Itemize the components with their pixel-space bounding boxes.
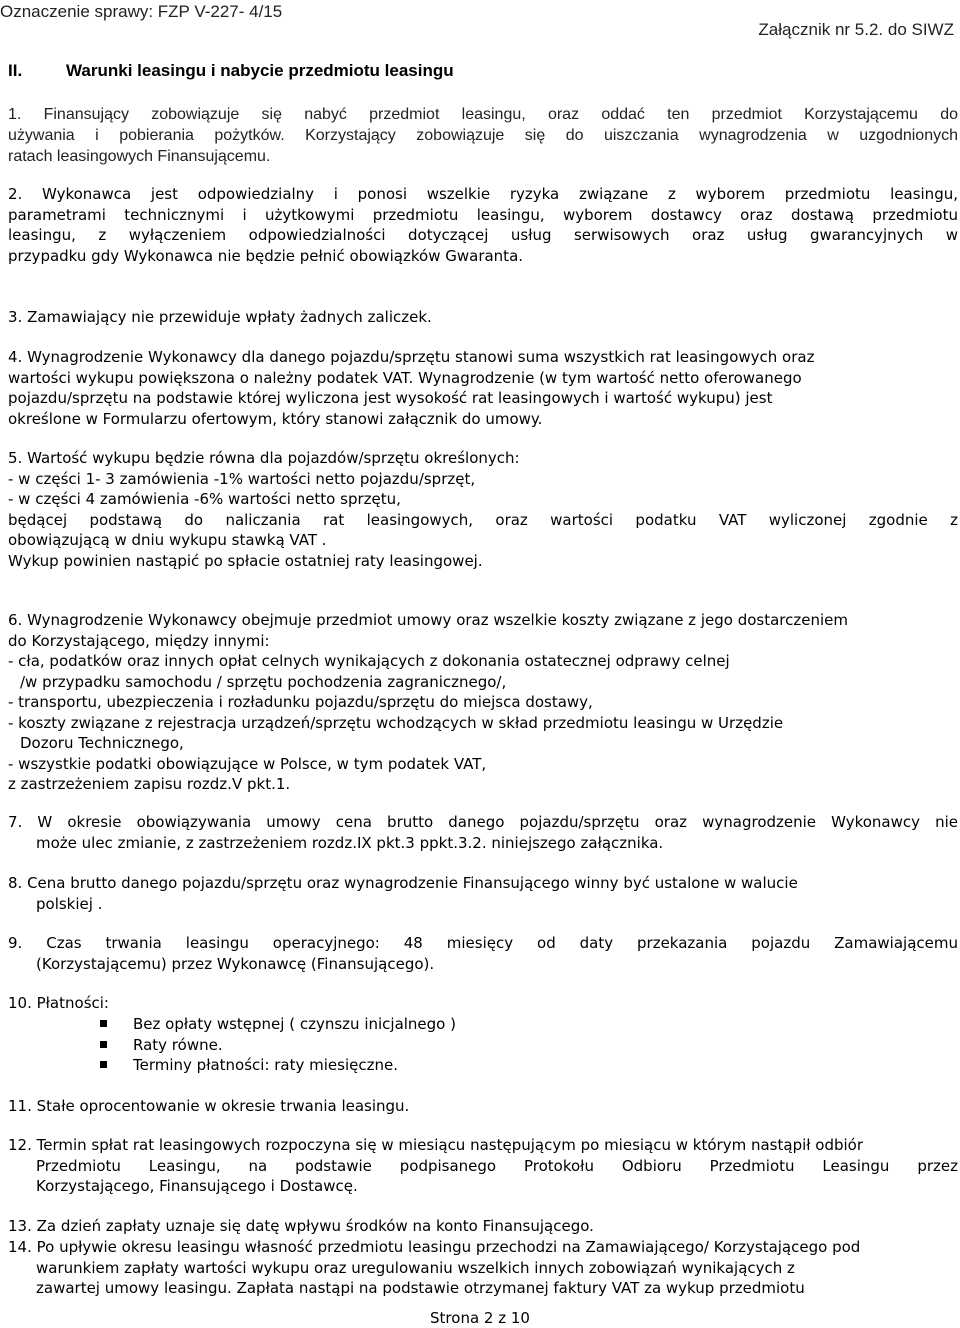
paragraph-3 <box>8 307 958 328</box>
text-line: /w przypadku samochodu / sprzętu pochodzenia zagranicznego/, <box>20 672 507 691</box>
text-line: 5. Wartość wykupu będzie równa dla pojazdów/sprzętu określonych: <box>8 449 520 467</box>
paragraph-6 <box>8 610 958 795</box>
text-line: 14. Po upływie okresu leasingu własność przedmiotu leasingu przechodzi na Zamawiającego/ Korzystającego pod <box>8 1238 861 1256</box>
text-line: 3. Zamawiający nie przewiduje wpłaty żadnych zaliczek. <box>8 308 432 326</box>
text-line: będącej podstawą do naliczania rat leasingowych, oraz wartości podatku VAT wyliczonej zgodnie z <box>8 510 958 529</box>
text-line: 13. Za dzień zapłaty uznaje się datę wpływu środków na konto Finansującego. <box>8 1217 594 1235</box>
text-line: 2. Wykonawca jest odpowiedzialny i ponosi wszelkie ryzyka związane z wyborem przedmiotu leasingu, <box>8 185 958 203</box>
text-line: do Korzystającego, między innymi: <box>8 631 270 650</box>
paragraph-2 <box>8 184 958 266</box>
attachment-label: Załącznik nr 5.2. do SIWZ <box>758 20 954 39</box>
text-line: Korzystającego, Finansującego i Dostawcę. <box>36 1177 358 1195</box>
paragraph-5 <box>8 448 958 571</box>
text-line: - koszty związane z rejestracja urządzeń/sprzętu wchodzących w skład przedmiotu leasingu w Urzędzie <box>8 713 784 732</box>
paragraph-13 <box>8 1216 958 1237</box>
section-title: Warunki leasingu i nabycie przedmiotu leasingu <box>66 61 454 80</box>
text-line: Przedmiotu Leasingu, na podstawie podpisanego Protokołu Odbioru Przedmiotu Leasingu przez <box>36 1156 958 1175</box>
section-number: II. <box>8 61 23 80</box>
bullet-square-icon <box>100 1020 107 1027</box>
text-line: 11. Stałe oprocentowanie w okresie trwania leasingu. <box>8 1097 410 1115</box>
text-line: - w części 4 zamówienia -6% wartości netto sprzętu, <box>8 490 401 508</box>
list-item-text: Raty równe. <box>133 1035 223 1054</box>
paragraph-12 <box>8 1135 958 1197</box>
text-line: 4. Wynagrodzenie Wykonawcy dla danego pojazdu/sprzętu stanowi suma wszystkich rat leasingowych oraz <box>8 348 815 366</box>
text-line: obowiązującą w dniu wykupu stawką VAT . <box>8 531 327 549</box>
paragraph-11 <box>8 1096 958 1117</box>
text-line: - transportu, ubezpieczenia i rozładunku pojazdu/sprzętu do miejsca dostawy, <box>8 693 593 711</box>
paragraph-1 <box>8 104 958 167</box>
list-item-text: Terminy płatności: raty miesięczne. <box>133 1056 398 1074</box>
page-number: Strona 2 z 10 <box>430 1309 530 1327</box>
text-line: warunkiem zapłaty wartości wykupu oraz uregulowaniu wszelkich innych zobowiązań wynikających z <box>36 1258 795 1277</box>
paragraph-9 <box>8 933 958 974</box>
text-line: używania i pobierania pożytków. Korzystający zobowiązuje się do uiszczania wynagrodzenia w uzgodnionych <box>8 127 958 144</box>
text-line: leasingu, z wyłączeniem odpowiedzialności dotyczącej usług serwisowych oraz usług gwarancyjnych w <box>8 226 958 244</box>
text-line: 7. W okresie obowiązywania umowy cena brutto danego pojazdu/sprzętu oraz wynagrodzenie Wykonawcy nie <box>8 813 958 831</box>
paragraph-14 <box>8 1237 958 1299</box>
list-item-text: Bez opłaty wstępnej ( czynszu inicjalnego ) <box>133 1015 456 1033</box>
text-line: wartości wykupu powiększona o należny podatek VAT. Wynagrodzenie (w tym wartość netto oferowanego <box>8 368 802 387</box>
paragraph-10 <box>8 993 958 1014</box>
text-line: - cła, podatków oraz innych opłat celnych wynikających z dokonania ostatecznej odprawy celnej <box>8 652 730 670</box>
text-line: Wykup powinien nastąpić po spłacie ostatniej raty leasingowej. <box>8 551 483 570</box>
text-line: Dozoru Technicznego, <box>20 734 184 752</box>
text-line: parametrami technicznymi i użytkowymi przedmiotu leasingu, wyborem dostawcy oraz dostawą przedmiotu <box>8 205 958 224</box>
list-item <box>100 1055 456 1076</box>
text-line: 12. Termin spłat rat leasingowych rozpoczyna się w miesiącu następującym po miesiącu w którym nastąpił odbiór <box>8 1136 864 1154</box>
text-line: ratach leasingowych Finansującemu. <box>8 148 271 165</box>
text-line: polskiej . <box>36 894 103 913</box>
list-item <box>100 1035 456 1056</box>
section-heading <box>8 61 454 81</box>
list-item <box>100 1014 456 1035</box>
text-line: zawartej umowy leasingu. Zapłata nastąpi na podstawie otrzymanej faktury VAT za wykup przedmiotu <box>36 1279 805 1297</box>
text-line: może ulec zmianie, z zastrzeżeniem rozdz.IX pkt.3 ppkt.3.2. niniejszego załącznika. <box>36 833 664 852</box>
paragraph-8 <box>8 873 958 914</box>
text-line: - wszystkie podatki obowiązujące w Polsce, w tym podatek VAT, <box>8 754 487 773</box>
text-line: z zastrzeżeniem zapisu rozdz.V pkt.1. <box>8 775 291 793</box>
text-line: pojazdu/sprzętu na podstawie której wyliczona jest wysokość rat leasingowych i wartość wykupu) jest <box>8 389 773 407</box>
text-line: 8. Cena brutto danego pojazdu/sprzętu oraz wynagrodzenie Finansującego winny być ustalone w walucie <box>8 874 798 892</box>
bullet-square-icon <box>100 1041 107 1048</box>
text-line: 9. Czas trwania leasingu operacyjnego: 48 miesięcy od daty przekazania pojazdu Zamawiającemu <box>8 934 958 952</box>
paragraph-7 <box>8 812 958 853</box>
bullet-square-icon <box>100 1061 107 1068</box>
paragraph-4 <box>8 347 958 429</box>
text-line: 1. Finansujący zobowiązuje się nabyć przedmiot leasingu, oraz oddać ten przedmiot Korzystającemu do <box>8 106 958 123</box>
text-line: określone w Formularzu ofertowym, który stanowi załącznik do umowy. <box>8 409 543 428</box>
payments-list <box>100 1014 456 1076</box>
case-mark: Oznaczenie sprawy: FZP V-227- 4/15 <box>0 2 283 21</box>
text-line: 6. Wynagrodzenie Wykonawcy obejmuje przedmiot umowy oraz wszelkie koszty związane z jego dostarczeniem <box>8 611 848 629</box>
text-line: - w części 1- 3 zamówienia -1% wartości netto pojazdu/sprzęt, <box>8 469 476 488</box>
text-line: (Korzystającemu) przez Wykonawcę (Finansującego). <box>36 954 435 973</box>
payments-label: 10. Płatności: <box>8 994 109 1012</box>
text-line: przypadku gdy Wykonawca nie będzie pełnić obowiązków Gwaranta. <box>8 246 524 265</box>
